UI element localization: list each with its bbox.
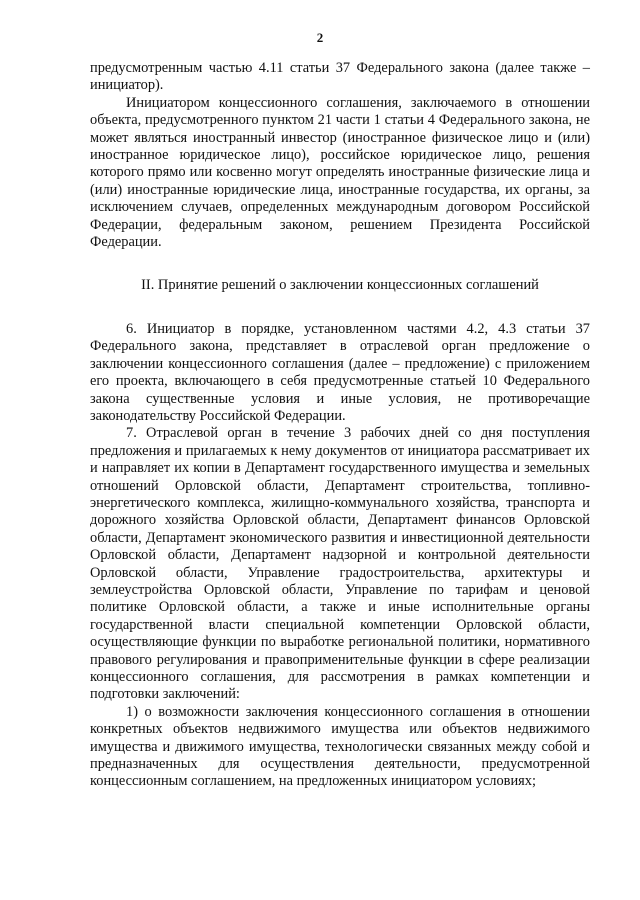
section-heading: II. Принятие решений о заключении концессионных соглашений	[141, 277, 539, 294]
spacer	[90, 251, 590, 264]
paragraph-item-7: 7. Отраслевой орган в течение 3 рабочих дней со дня поступления предложения и прилагаемых к нему документов от инициатора рассматривает их и направляет их копии в Департамент государственного имущества и земельных отношений Орловской области, Департамент строительства, топливно-энергетического комплекса, жилищно-коммунального хозяйства, транспорта и дорожного хозяйства Орловской области, Департамент финансов Орловской области, Департамент экономического развития и инвестиционной деятельности Орловской области, Департамент надзорной и контрольной деятельности Орловской области, Управление градостроительства, архитектуры и землеустройства Орловской области, Управление по тарифам и ценовой политике Орловской области, а также и иные исполнительные органы государственной власти специальной компетенции Орловской области, осуществляющие функции по выработке региональной политики, нормативного правового регулирования и правоприменительные функции в сфере реализации концессионного соглашения, для рассмотрения в рамках компетенции и подготовки заключений:	[90, 425, 590, 703]
paragraph-subitem-1: 1) о возможности заключения концессионного соглашения в отношении конкретных объектов недвижимого имущества или объектов недвижимого имущества и движимого имущества, технологически связанных между собой и предназначенных для осуществления деятельности, предусмотренной концессионным соглашением, на предложенных инициатором условиях;	[90, 703, 590, 790]
spacer	[90, 308, 590, 321]
page-number: 2	[316, 30, 324, 45]
paragraph-item-6: 6. Инициатор в порядке, установленном частями 4.2, 4.3 статьи 37 Федерального закона, представляет в отраслевой орган предложение о заключении концессионного соглашения (далее – предложение) с приложением его проекта, включающего в себя предусмотренные статьей 10 Федерального закона существенные условия и иные условия, не противоречащие законодательству Российской Федерации.	[90, 320, 590, 424]
paragraph-initiator-restriction: Инициатором концессионного соглашения, заключаемого в отношении объекта, предусмотренного пунктом 21 части 1 статьи 4 Федерального закона, не может являться иностранный инвестор (иностранное физическое лицо и (или) иностранное юридическое лицо), российское юридическое лицо, решения которого прямо или косвенно могут определять иностранные физические лица и (или) иностранные юридические лица, иностранные государства, их органы, за исключением случаев, определенных международным договором Российской Федерации, федеральным законом, решением Президента Российской Федерации.	[90, 94, 590, 251]
document-body	[90, 60, 590, 791]
paragraph-continuation: предусмотренным частью 4.11 статьи 37 Федерального закона (далее также – инициатор).	[90, 60, 590, 94]
